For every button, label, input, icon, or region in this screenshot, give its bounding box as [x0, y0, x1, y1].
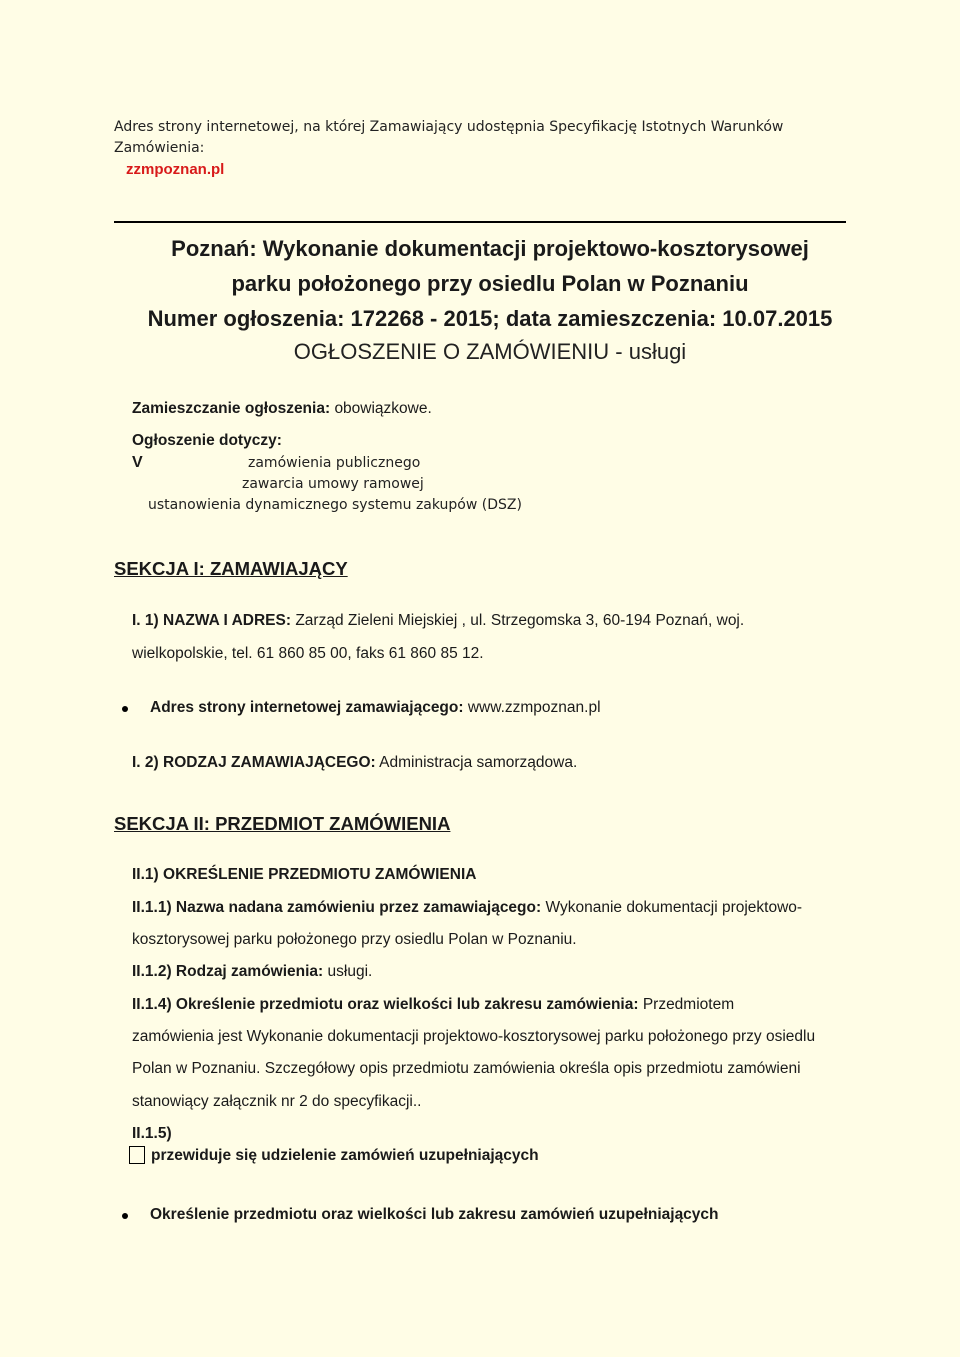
option-umowy-ramowej: zawarcia umowy ramowej — [242, 476, 424, 492]
option-dsz: ustanowienia dynamicznego systemu zakupów (DSZ) — [148, 497, 522, 513]
www-row — [150, 699, 601, 717]
zamieszczanie-label: Zamieszczanie ogłoszenia: — [132, 400, 331, 417]
uzupelniajace-checkbox[interactable] — [129, 1146, 145, 1164]
ii11-label: II.1.1) Nazwa nadana zamówieniu przez zamawiającego: — [132, 899, 542, 916]
bullet-icon — [122, 706, 128, 712]
i1-label: I. 1) NAZWA I ADRES: — [132, 612, 292, 629]
intro-text-line2: Zamówienia: — [114, 140, 205, 156]
ii11-value: Wykonanie dokumentacji projektowo- — [545, 899, 803, 916]
ii12-value: usługi. — [327, 963, 373, 980]
last-bullet-text: Określenie przedmiotu oraz wielkości lub zakresu zamówień uzupełniających — [150, 1206, 719, 1223]
ii15-checkbox-text: przewiduje się udzielenie zamówień uzupełniających — [151, 1147, 539, 1164]
intro-text-line1: Adres strony internetowej, na której Zamawiający udostępnia Specyfikację Istotnych Warunków — [114, 119, 784, 135]
zamieszczanie-row — [132, 400, 432, 418]
ii14-row — [132, 996, 734, 1014]
section1-heading: SEKCJA I: ZAMAWIAJĄCY — [114, 558, 348, 579]
i2-value: Administracja samorządowa. — [379, 754, 578, 771]
i2-row — [132, 754, 577, 772]
i1-value-line2: wielkopolskie, tel. 61 860 85 00, faks 61 860 85 12. — [132, 645, 484, 662]
zamieszczanie-value: obowiązkowe. — [334, 400, 432, 417]
ii14-line2: zamówienia jest Wykonanie dokumentacji projektowo-kosztorysowej parku położonego przy osiedlu — [132, 1028, 816, 1045]
ii12-label: II.1.2) Rodzaj zamówienia: — [132, 963, 324, 980]
i1-row — [132, 612, 744, 630]
i1-value: Zarząd Zieleni Miejskiej , ul. Strzegomska 3, 60-194 Poznań, woj. — [295, 612, 745, 629]
ii15-label: II.1.5) — [132, 1125, 172, 1142]
notice-subtitle: OGŁOSZENIE O ZAMÓWIENIU - usługi — [293, 339, 687, 364]
ii11-row — [132, 899, 802, 917]
horizontal-rule — [114, 221, 846, 223]
check-mark: V — [132, 454, 143, 471]
www-value[interactable]: www.zzmpoznan.pl — [467, 699, 601, 716]
ii11-value-line2: kosztorysowej parku położonego przy osiedlu Polan w Poznaniu. — [132, 931, 577, 948]
site-link[interactable]: zzmpoznan.pl — [126, 161, 225, 178]
i2-label: I. 2) RODZAJ ZAMAWIAJĄCEGO: — [132, 754, 376, 771]
ii14-label: II.1.4) Określenie przedmiotu oraz wielkości lub zakresu zamówienia: — [132, 996, 639, 1013]
option-zamowienia-publicznego: zamówienia publicznego — [248, 455, 421, 471]
ii14-value: Przedmiotem — [642, 996, 735, 1013]
ii14-line3: Polan w Poznaniu. Szczegółowy opis przedmiotu zamówienia określa opis przedmiotu zamówieni — [132, 1060, 801, 1077]
title-line1: Poznań: Wykonanie dokumentacji projektowo-kosztorysowej — [171, 236, 809, 261]
www-label: Adres strony internetowej zamawiającego: — [150, 699, 464, 716]
bullet-icon — [122, 1213, 128, 1219]
title-line3: Numer ogłoszenia: 172268 - 2015; data zamieszczenia: 10.07.2015 — [147, 306, 833, 331]
section2-heading: SEKCJA II: PRZEDMIOT ZAMÓWIENIA — [114, 813, 451, 834]
ii1-heading: II.1) OKREŚLENIE PRZEDMIOTU ZAMÓWIENIA — [132, 866, 477, 883]
ii12-row — [132, 963, 372, 981]
title-line2: parku położonego przy osiedlu Polan w Poznaniu — [231, 271, 749, 296]
ii14-line4: stanowiący załącznik nr 2 do specyfikacji.. — [132, 1093, 422, 1110]
dotyczy-label: Ogłoszenie dotyczy: — [132, 432, 282, 449]
